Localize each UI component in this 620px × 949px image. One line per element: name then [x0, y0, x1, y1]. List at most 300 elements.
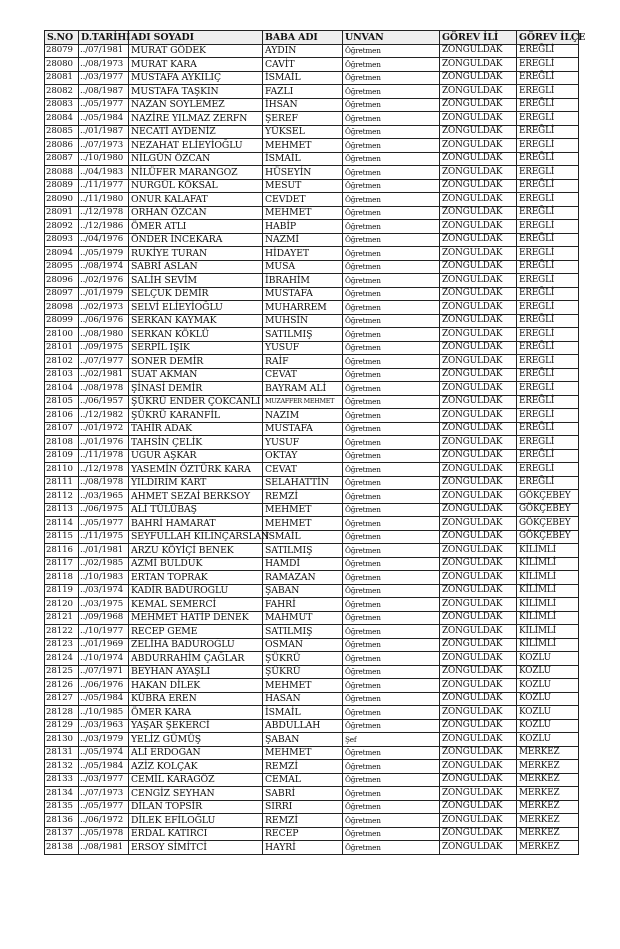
cell-name: SALİH SEVİM: [129, 274, 263, 288]
cell-sno: 28095: [45, 260, 79, 274]
cell-district: KOZLU: [517, 733, 579, 747]
cell-father: HİDAYET: [263, 247, 343, 261]
cell-name: ERDAL KATIRCI: [129, 827, 263, 841]
cell-name: MEHMET HATİP DENEK: [129, 611, 263, 625]
cell-title: Öğretmen: [343, 179, 440, 193]
cell-father: MEHMET: [263, 139, 343, 153]
cell-father: CEMAL: [263, 773, 343, 787]
cell-title: Öğretmen: [343, 193, 440, 207]
cell-date: ../01/1976: [79, 436, 129, 450]
cell-date: ../01/1969: [79, 638, 129, 652]
header-district: GÖREV İLÇE: [517, 31, 579, 45]
cell-father: İSMAİL: [263, 530, 343, 544]
cell-sno: 28097: [45, 287, 79, 301]
cell-district: MERKEZ: [517, 773, 579, 787]
cell-date: ../10/1974: [79, 652, 129, 666]
cell-date: ../05/1978: [79, 827, 129, 841]
cell-name: ONUR KALAFAT: [129, 193, 263, 207]
cell-date: ../12/1978: [79, 463, 129, 477]
cell-district: EREĞLİ: [517, 112, 579, 126]
cell-name: MUSTAFA AYKILIÇ: [129, 71, 263, 85]
cell-name: NAZİRE YILMAZ ZERFN: [129, 112, 263, 126]
table-row: [45, 58, 579, 72]
cell-city: ZONGULDAK: [440, 152, 517, 166]
cell-sno: 28120: [45, 598, 79, 612]
table-row: [45, 44, 579, 58]
cell-father: FAHRİ: [263, 598, 343, 612]
cell-father: OSMAN: [263, 638, 343, 652]
cell-title: Öğretmen: [343, 274, 440, 288]
cell-father: MEHMET: [263, 503, 343, 517]
cell-title: Öğretmen: [343, 206, 440, 220]
cell-father: İSMAİL: [263, 152, 343, 166]
cell-district: EREĞLİ: [517, 71, 579, 85]
cell-date: ../07/1981: [79, 44, 129, 58]
cell-title: Öğretmen: [343, 247, 440, 261]
cell-sno: 28086: [45, 139, 79, 153]
table-row: [45, 611, 579, 625]
cell-sno: 28127: [45, 692, 79, 706]
cell-father: ŞEREF: [263, 112, 343, 126]
cell-sno: 28115: [45, 530, 79, 544]
cell-name: SONER DEMİR: [129, 355, 263, 369]
cell-sno: 28083: [45, 98, 79, 112]
header-title: UNVAN: [343, 31, 440, 45]
cell-name: MURAT KARA: [129, 58, 263, 72]
cell-sno: 28122: [45, 625, 79, 639]
table-body: [45, 44, 579, 854]
cell-father: ŞABAN: [263, 584, 343, 598]
cell-district: KOZLU: [517, 679, 579, 693]
cell-district: EREĞLİ: [517, 341, 579, 355]
cell-city: ZONGULDAK: [440, 665, 517, 679]
cell-title: Öğretmen: [343, 773, 440, 787]
cell-title: Öğretmen: [343, 814, 440, 828]
cell-date: ../08/1978: [79, 382, 129, 396]
cell-city: ZONGULDAK: [440, 341, 517, 355]
cell-district: KİLİMLİ: [517, 544, 579, 558]
cell-sno: 28118: [45, 571, 79, 585]
cell-date: ../10/1983: [79, 571, 129, 585]
cell-date: ../05/1974: [79, 746, 129, 760]
cell-district: GÖKÇEBEY: [517, 530, 579, 544]
cell-district: MERKEZ: [517, 841, 579, 855]
table-row: [45, 314, 579, 328]
cell-father: MUSTAFA: [263, 422, 343, 436]
cell-date: ../05/1979: [79, 247, 129, 261]
table-row: [45, 598, 579, 612]
cell-district: KİLİMLİ: [517, 638, 579, 652]
cell-city: ZONGULDAK: [440, 638, 517, 652]
cell-city: ZONGULDAK: [440, 112, 517, 126]
cell-title: Öğretmen: [343, 382, 440, 396]
cell-name: SERKAN KAYMAK: [129, 314, 263, 328]
cell-father: REMZİ: [263, 814, 343, 828]
cell-date: ../05/1984: [79, 692, 129, 706]
cell-sno: 28130: [45, 733, 79, 747]
cell-name: ÖMER ATLI: [129, 220, 263, 234]
table-row: [45, 71, 579, 85]
cell-date: ../01/1987: [79, 125, 129, 139]
cell-name: ABDURRAHİM ÇAĞLAR: [129, 652, 263, 666]
table-row: [45, 746, 579, 760]
cell-father: ŞÜKRÜ: [263, 665, 343, 679]
cell-district: MERKEZ: [517, 760, 579, 774]
cell-district: EREĞLİ: [517, 449, 579, 463]
cell-name: ARZU KÖYİÇİ BENEK: [129, 544, 263, 558]
cell-father: RECEP: [263, 827, 343, 841]
cell-sno: 28117: [45, 557, 79, 571]
cell-district: MERKEZ: [517, 814, 579, 828]
cell-father: CEVAT: [263, 463, 343, 477]
table-row: [45, 530, 579, 544]
cell-title: Öğretmen: [343, 112, 440, 126]
cell-district: KİLİMLİ: [517, 611, 579, 625]
table-row: [45, 98, 579, 112]
cell-name: YASEMİN ÖZTÜRK KARA: [129, 463, 263, 477]
cell-name: NECATİ AYDENİZ: [129, 125, 263, 139]
cell-district: KOZLU: [517, 692, 579, 706]
table-row: [45, 328, 579, 342]
cell-sno: 28128: [45, 706, 79, 720]
cell-district: KOZLU: [517, 652, 579, 666]
cell-city: ZONGULDAK: [440, 355, 517, 369]
cell-city: ZONGULDAK: [440, 98, 517, 112]
cell-sno: 28102: [45, 355, 79, 369]
cell-title: Öğretmen: [343, 503, 440, 517]
cell-sno: 28098: [45, 301, 79, 315]
cell-name: KEMAL SEMERCİ: [129, 598, 263, 612]
cell-city: ZONGULDAK: [440, 287, 517, 301]
cell-city: ZONGULDAK: [440, 125, 517, 139]
cell-city: ZONGULDAK: [440, 733, 517, 747]
cell-father: MUZAFFER MEHMET: [263, 395, 343, 409]
cell-date: ../08/1978: [79, 476, 129, 490]
cell-date: ../08/1981: [79, 841, 129, 855]
cell-sno: 28137: [45, 827, 79, 841]
cell-city: ZONGULDAK: [440, 274, 517, 288]
cell-city: ZONGULDAK: [440, 719, 517, 733]
table-row: [45, 665, 579, 679]
table-row: [45, 787, 579, 801]
cell-title: Şef: [343, 733, 440, 747]
cell-title: Öğretmen: [343, 490, 440, 504]
cell-city: ZONGULDAK: [440, 368, 517, 382]
cell-father: İSMAİL: [263, 706, 343, 720]
cell-father: MEHMET: [263, 206, 343, 220]
cell-city: ZONGULDAK: [440, 233, 517, 247]
cell-city: ZONGULDAK: [440, 409, 517, 423]
cell-title: Öğretmen: [343, 152, 440, 166]
cell-date: ../05/1977: [79, 800, 129, 814]
cell-district: EREĞLİ: [517, 436, 579, 450]
cell-title: Öğretmen: [343, 584, 440, 598]
cell-date: ../04/1983: [79, 166, 129, 180]
table-row: [45, 692, 579, 706]
cell-date: ../06/1957: [79, 395, 129, 409]
cell-district: KİLİMLİ: [517, 571, 579, 585]
cell-district: EREĞLİ: [517, 206, 579, 220]
cell-title: Öğretmen: [343, 301, 440, 315]
cell-city: ZONGULDAK: [440, 476, 517, 490]
cell-title: Öğretmen: [343, 665, 440, 679]
table-row: [45, 166, 579, 180]
table-row: [45, 503, 579, 517]
table-row: [45, 800, 579, 814]
cell-father: HASAN: [263, 692, 343, 706]
cell-date: ../10/1985: [79, 706, 129, 720]
cell-city: ZONGULDAK: [440, 166, 517, 180]
cell-name: NEZAHAT ELİEYİOĞLU: [129, 139, 263, 153]
personnel-table: [44, 30, 586, 855]
cell-sno: 28133: [45, 773, 79, 787]
cell-father: YUSUF: [263, 436, 343, 450]
cell-title: Öğretmen: [343, 557, 440, 571]
cell-date: ../03/1974: [79, 584, 129, 598]
cell-city: ZONGULDAK: [440, 571, 517, 585]
table-row: [45, 760, 579, 774]
cell-date: ../12/1978: [79, 206, 129, 220]
cell-date: ../11/1980: [79, 193, 129, 207]
cell-title: Öğretmen: [343, 706, 440, 720]
cell-city: ZONGULDAK: [440, 841, 517, 855]
cell-father: HAYRİ: [263, 841, 343, 855]
cell-title: Öğretmen: [343, 449, 440, 463]
table-row: [45, 355, 579, 369]
cell-name: UĞUR AŞKAR: [129, 449, 263, 463]
cell-district: KİLİMLİ: [517, 598, 579, 612]
cell-city: ZONGULDAK: [440, 827, 517, 841]
cell-date: ../07/1971: [79, 665, 129, 679]
cell-date: ../03/1975: [79, 598, 129, 612]
cell-father: REMZİ: [263, 490, 343, 504]
cell-father: MESUT: [263, 179, 343, 193]
table-row: [45, 719, 579, 733]
cell-city: ZONGULDAK: [440, 179, 517, 193]
cell-date: ../03/1977: [79, 773, 129, 787]
cell-title: Öğretmen: [343, 71, 440, 85]
table-row: [45, 409, 579, 423]
cell-sno: 28124: [45, 652, 79, 666]
cell-father: HÜSEYİN: [263, 166, 343, 180]
cell-sno: 28090: [45, 193, 79, 207]
cell-sno: 28099: [45, 314, 79, 328]
cell-district: EREĞLİ: [517, 220, 579, 234]
cell-district: EREĞLİ: [517, 463, 579, 477]
cell-district: MERKEZ: [517, 800, 579, 814]
cell-name: ŞİNASİ DEMİR: [129, 382, 263, 396]
cell-name: SUAT AKMAN: [129, 368, 263, 382]
cell-name: MUSTAFA TAŞKIN: [129, 85, 263, 99]
cell-title: Öğretmen: [343, 328, 440, 342]
cell-father: BAYRAM ALİ: [263, 382, 343, 396]
table-row: [45, 652, 579, 666]
cell-name: SERPİL IŞIK: [129, 341, 263, 355]
cell-sno: 28111: [45, 476, 79, 490]
cell-father: İBRAHİM: [263, 274, 343, 288]
table-row: [45, 449, 579, 463]
cell-district: EREĞLİ: [517, 193, 579, 207]
cell-sno: 28096: [45, 274, 79, 288]
cell-name: ÖMER KARA: [129, 706, 263, 720]
cell-name: TAHİR ADAK: [129, 422, 263, 436]
cell-father: MEHMET: [263, 517, 343, 531]
table-row: [45, 557, 579, 571]
table-row: [45, 436, 579, 450]
cell-sno: 28089: [45, 179, 79, 193]
table-row: [45, 638, 579, 652]
cell-title: Öğretmen: [343, 719, 440, 733]
cell-title: Öğretmen: [343, 692, 440, 706]
cell-city: ZONGULDAK: [440, 503, 517, 517]
cell-district: EREĞLİ: [517, 85, 579, 99]
cell-title: Öğretmen: [343, 530, 440, 544]
cell-city: ZONGULDAK: [440, 247, 517, 261]
table-row: [45, 382, 579, 396]
cell-father: CAVİT: [263, 58, 343, 72]
cell-date: ../09/1968: [79, 611, 129, 625]
cell-father: ABDULLAH: [263, 719, 343, 733]
cell-sno: 28110: [45, 463, 79, 477]
cell-city: ZONGULDAK: [440, 692, 517, 706]
cell-name: SERKAN KÖKLÜ: [129, 328, 263, 342]
cell-date: ../12/1982: [79, 409, 129, 423]
cell-father: CEVDET: [263, 193, 343, 207]
cell-city: ZONGULDAK: [440, 328, 517, 342]
cell-title: Öğretmen: [343, 125, 440, 139]
header-city: GÖREV İLİ: [440, 31, 517, 45]
cell-father: SATILMIŞ: [263, 544, 343, 558]
cell-title: Öğretmen: [343, 517, 440, 531]
cell-city: ZONGULDAK: [440, 611, 517, 625]
cell-city: ZONGULDAK: [440, 760, 517, 774]
cell-date: ../07/1977: [79, 355, 129, 369]
cell-city: ZONGULDAK: [440, 71, 517, 85]
cell-city: ZONGULDAK: [440, 814, 517, 828]
cell-title: Öğretmen: [343, 611, 440, 625]
cell-city: ZONGULDAK: [440, 652, 517, 666]
cell-district: EREĞLİ: [517, 301, 579, 315]
cell-name: DİLAN TOPSİR: [129, 800, 263, 814]
cell-city: ZONGULDAK: [440, 395, 517, 409]
cell-name: ERTAN TOPRAK: [129, 571, 263, 585]
cell-title: Öğretmen: [343, 220, 440, 234]
cell-name: NİLÜFER MARANGOZ: [129, 166, 263, 180]
cell-father: ŞABAN: [263, 733, 343, 747]
table-row: [45, 125, 579, 139]
cell-sno: 28105: [45, 395, 79, 409]
cell-name: ŞÜKRÜ KARANFİL: [129, 409, 263, 423]
cell-district: EREĞLİ: [517, 287, 579, 301]
cell-district: EREĞLİ: [517, 368, 579, 382]
cell-sno: 28085: [45, 125, 79, 139]
cell-name: YILDIRIM KART: [129, 476, 263, 490]
cell-district: EREĞLİ: [517, 44, 579, 58]
cell-name: ORHAN ÖZCAN: [129, 206, 263, 220]
cell-title: Öğretmen: [343, 841, 440, 855]
cell-city: ZONGULDAK: [440, 301, 517, 315]
cell-title: Öğretmen: [343, 139, 440, 153]
cell-date: ../08/1974: [79, 260, 129, 274]
cell-city: ZONGULDAK: [440, 679, 517, 693]
table-row: [45, 490, 579, 504]
cell-city: ZONGULDAK: [440, 463, 517, 477]
cell-name: DİLEK EFİLOĞLU: [129, 814, 263, 828]
table-row: [45, 112, 579, 126]
cell-date: ../06/1976: [79, 679, 129, 693]
cell-sno: 28101: [45, 341, 79, 355]
cell-name: NURGÜL KÖKSAL: [129, 179, 263, 193]
cell-district: GÖKÇEBEY: [517, 503, 579, 517]
cell-name: KADİR BADUROĞLU: [129, 584, 263, 598]
cell-district: KOZLU: [517, 719, 579, 733]
cell-name: ŞÜKRÜ ENDER ÇOKCANLI: [129, 395, 263, 409]
cell-city: ZONGULDAK: [440, 260, 517, 274]
cell-district: GÖKÇEBEY: [517, 490, 579, 504]
cell-name: BEYHAN AYAŞLI: [129, 665, 263, 679]
cell-city: ZONGULDAK: [440, 85, 517, 99]
cell-title: Öğretmen: [343, 746, 440, 760]
cell-sno: 28094: [45, 247, 79, 261]
cell-sno: 28129: [45, 719, 79, 733]
cell-date: ../10/1977: [79, 625, 129, 639]
header-sno: S.NO: [45, 31, 79, 45]
cell-father: NAZIM: [263, 409, 343, 423]
cell-title: Öğretmen: [343, 341, 440, 355]
cell-father: SIRRI: [263, 800, 343, 814]
cell-date: ../12/1986: [79, 220, 129, 234]
cell-date: ../03/1977: [79, 71, 129, 85]
cell-district: EREĞLİ: [517, 233, 579, 247]
cell-district: EREĞLİ: [517, 125, 579, 139]
table-row: [45, 706, 579, 720]
cell-title: Öğretmen: [343, 598, 440, 612]
cell-city: ZONGULDAK: [440, 490, 517, 504]
table-row: [45, 463, 579, 477]
table-row: [45, 814, 579, 828]
cell-father: SATILMIŞ: [263, 328, 343, 342]
cell-name: CENGİZ SEYHAN: [129, 787, 263, 801]
cell-date: ../06/1976: [79, 314, 129, 328]
cell-city: ZONGULDAK: [440, 449, 517, 463]
cell-city: ZONGULDAK: [440, 544, 517, 558]
table-row: [45, 206, 579, 220]
cell-father: MUSA: [263, 260, 343, 274]
table-row: [45, 517, 579, 531]
cell-title: Öğretmen: [343, 395, 440, 409]
cell-sno: 28080: [45, 58, 79, 72]
cell-district: EREĞLİ: [517, 422, 579, 436]
cell-title: Öğretmen: [343, 98, 440, 112]
cell-father: RAİF: [263, 355, 343, 369]
cell-date: ../08/1987: [79, 85, 129, 99]
cell-district: EREĞLİ: [517, 152, 579, 166]
cell-city: ZONGULDAK: [440, 530, 517, 544]
cell-date: ../02/1985: [79, 557, 129, 571]
table-row: [45, 571, 579, 585]
document-page: [44, 30, 586, 855]
cell-district: MERKEZ: [517, 827, 579, 841]
table-row: [45, 220, 579, 234]
cell-sno: 28081: [45, 71, 79, 85]
table-row: [45, 341, 579, 355]
cell-district: EREĞLİ: [517, 476, 579, 490]
cell-date: ../06/1972: [79, 814, 129, 828]
cell-name: SEYFULLAH KILINÇARSLAN: [129, 530, 263, 544]
cell-city: ZONGULDAK: [440, 193, 517, 207]
cell-district: EREĞLİ: [517, 409, 579, 423]
cell-title: Öğretmen: [343, 287, 440, 301]
